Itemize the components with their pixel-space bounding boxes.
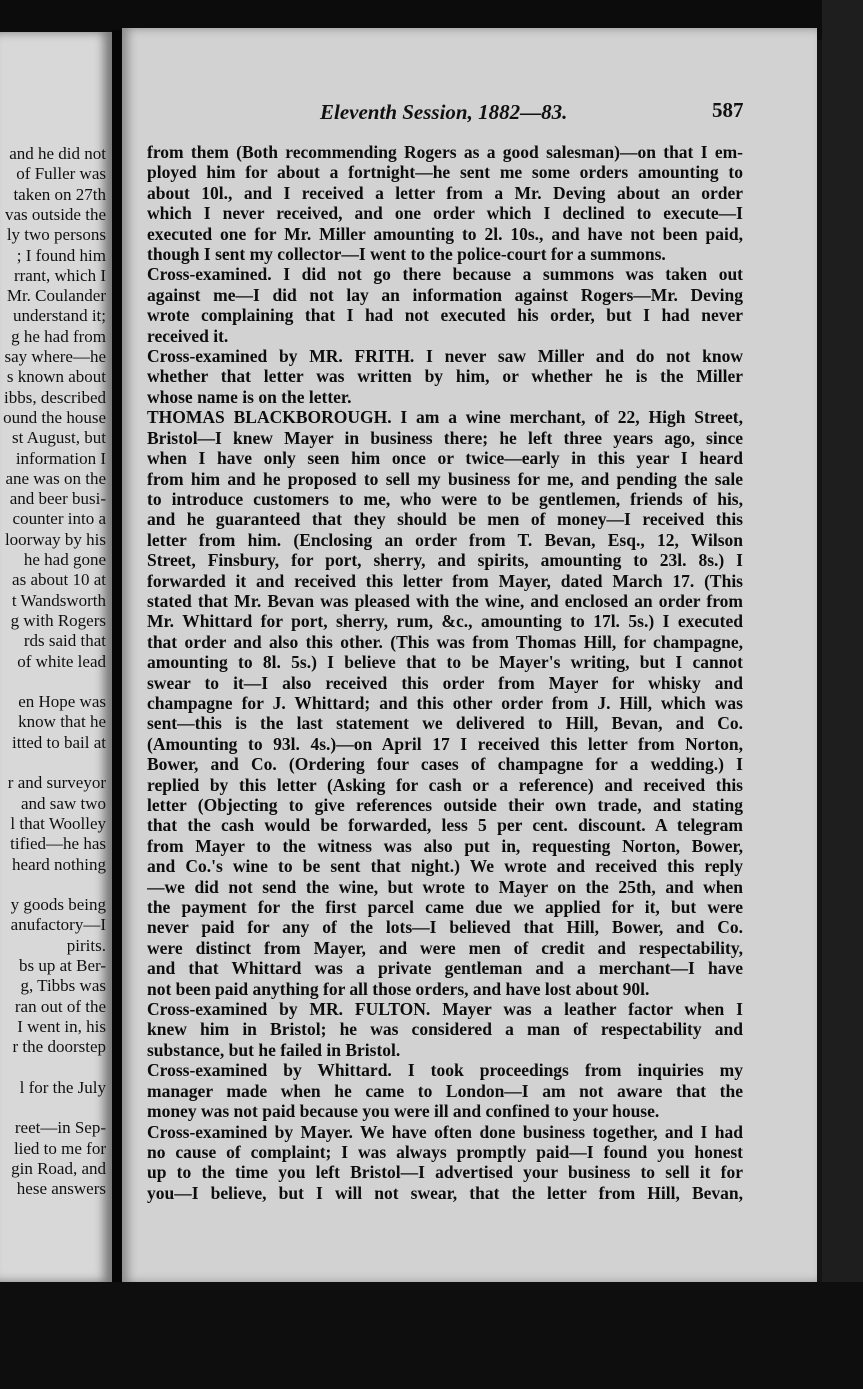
- body-line: knew him in Bristol; he was considered a man of respectability and: [147, 1019, 743, 1040]
- body-line: from them (Both recommending Rogers as a good salesman)—on that I em-: [147, 142, 743, 162]
- left-page-line: g with Rogers: [10, 610, 106, 630]
- left-page-line: I went in, his: [17, 1016, 106, 1036]
- body-line: which I never received, and one order which I declined to execute—I: [147, 203, 743, 224]
- body-line: never paid for any of the lots—I believed that Hill, Bower, and Co.: [147, 917, 743, 938]
- body-line: Cross-examined. I did not go there because a summons was taken out: [147, 264, 743, 285]
- body-line: when I have only seen him once or twice—early in this year I heard: [147, 448, 743, 469]
- body-line: no cause of complaint; I was always promptly paid—I found you honest: [147, 1141, 743, 1162]
- left-page-line: g, Tibbs was: [20, 976, 106, 996]
- left-page-line: taken on 27th: [13, 184, 106, 204]
- left-page-line: en Hope was: [18, 692, 106, 712]
- left-page-line: rds said that: [23, 631, 106, 651]
- body-line: executed one for Mr. Miller amounting to 2l. 10s., and have not been paid,: [147, 223, 743, 244]
- body-line: letter (Objecting to give references outside their own trade, and stating: [147, 795, 743, 815]
- body-line: and that Whittard was a private gentleman and a merchant—I have: [147, 958, 743, 979]
- body-line: though I sent my collector—I went to the police-court for a summons.: [147, 244, 666, 265]
- body-line: were distinct from Mayer, and were men of credit and respectability,: [147, 937, 743, 958]
- body-line: from him and he proposed to sell my business for me, and pending the sale: [147, 468, 743, 489]
- left-page-line: lied to me for: [13, 1138, 106, 1158]
- left-page-line: r and surveyor: [7, 773, 106, 793]
- page-number: 587: [712, 98, 744, 122]
- left-page-line: r the doorstep: [12, 1037, 106, 1057]
- left-page-line: ran out of the: [14, 996, 106, 1016]
- left-page-line: l that Woolley: [10, 813, 106, 833]
- body-line: and Co.'s wine to be sent that night.) We wrote and received this reply: [147, 856, 743, 877]
- body-line: Street, Finsbury, for port, sherry, and spirits, amounting to 23l. 8s.) I: [147, 550, 743, 571]
- body-line: that order and also this other. (This was from Thomas Hill, for champagne,: [147, 631, 743, 652]
- body-line: received it.: [147, 325, 229, 346]
- left-page-line: and beer busi-: [9, 489, 106, 509]
- body-line: letter from him. (Enclosing an order from T. Bevan, Esq., 12, Wilson: [147, 529, 743, 550]
- scan-bottom-border: [0, 1282, 863, 1389]
- left-page-line: rrant, which I: [13, 265, 106, 285]
- page-body-text: [147, 142, 743, 1203]
- body-line: THOMAS BLACKBOROUGH. I am a wine merchant, of 22, High Street,: [147, 407, 743, 428]
- left-page-line: know that he: [18, 712, 106, 732]
- left-page-line: of Fuller was: [16, 164, 106, 184]
- body-line: against me—I did not lay an information against Rogers—Mr. Deving: [147, 284, 743, 305]
- body-line: (Amounting to 93l. 4s.)—on April 17 I received this letter from Norton,: [147, 733, 743, 754]
- left-page-line: ound the house: [3, 407, 106, 427]
- left-page-fragment: [0, 32, 112, 1282]
- left-page-line: g he had from: [11, 326, 106, 346]
- left-page-line: counter into a: [12, 509, 106, 529]
- body-line: whether that letter was written by him, or whether he is the Miller: [147, 366, 743, 387]
- left-page-line: tified—he has: [10, 834, 106, 854]
- body-line: up to the time you left Bristol—I advertised your business to sell it for: [147, 1162, 743, 1183]
- body-line: from Mayer to the witness was also put in, requesting Norton, Bower,: [147, 835, 743, 856]
- left-page-line: information I: [15, 448, 106, 468]
- left-page-line: and saw two: [21, 793, 106, 813]
- left-page-line: loorway by his: [4, 529, 106, 549]
- body-line: Bristol—I knew Mayer in business there; he left three years ago, since: [147, 427, 743, 448]
- left-page-line: understand it;: [12, 306, 106, 326]
- body-line: Bower, and Co. (Ordering four cases of champagne for a wedding.) I: [147, 754, 743, 775]
- body-line: substance, but he failed in Bristol.: [147, 1039, 401, 1060]
- left-page-line: t Wandsworth: [11, 590, 106, 610]
- left-page-line: ly two persons: [6, 225, 106, 245]
- left-page-line: heard nothing: [12, 854, 106, 874]
- book-cover-edge: [822, 0, 863, 1389]
- left-page-line: say where—he: [4, 347, 106, 366]
- body-line: ployed him for about a fortnight—he sent me some orders amounting to: [147, 162, 743, 183]
- left-page-line: he had gone: [23, 550, 106, 569]
- body-line: Cross-examined by Mayer. We have often done business together, and I had: [147, 1121, 743, 1142]
- left-page-line: anufactory—I: [10, 915, 106, 935]
- left-page-line: vas outside the: [4, 204, 106, 224]
- body-line: money was not paid because you were ill and confined to your house.: [147, 1101, 660, 1122]
- body-line: amounting to 8l. 5s.) I believe that to be Mayer's writing, but I cannot: [147, 652, 743, 673]
- body-line: that the cash would be forwarded, less 5 per cent. discount. A telegram: [147, 815, 743, 836]
- left-page-line: itted to bail at: [12, 732, 106, 752]
- left-page-line: s known about: [6, 367, 106, 387]
- body-line: Cross-examined by MR. FULTON. Mayer was a leather factor when I: [147, 999, 743, 1020]
- body-line: champagne for J. Whittard; and this other order from J. Hill, which was: [147, 692, 743, 713]
- body-line: stated that Mr. Bevan was pleased with the wine, and enclosed an order from: [147, 590, 743, 611]
- left-page-line: Mr. Coulander: [6, 286, 106, 306]
- body-line: and he guaranteed that they should be men of money—I received this: [147, 509, 743, 530]
- left-page-line: y goods being: [10, 895, 106, 915]
- body-line: sent—this is the last statement we delivered to Hill, Bevan, and Co.: [147, 713, 743, 734]
- left-page-line: st August, but: [12, 428, 106, 448]
- body-line: manager made when he came to London—I am not aware that the: [147, 1080, 743, 1101]
- left-page-line: ane was on the: [5, 468, 106, 488]
- body-line: wrote complaining that I had not executed his order, but I had never: [147, 305, 743, 326]
- left-page-line: bs up at Ber-: [18, 956, 106, 975]
- body-line: not been paid anything for all those orders, and have lost about 90l.: [147, 978, 650, 999]
- body-line: Mr. Whittard for port, sherry, rum, &c., amounting to 17l. 5s.) I executed: [147, 611, 743, 632]
- body-line: the payment for the first parcel came due we applied for it, but were: [147, 897, 743, 918]
- body-line: you—I believe, but I will not swear, that the letter from Hill, Bevan,: [147, 1182, 743, 1203]
- body-line: whose name is on the letter.: [147, 386, 352, 407]
- left-page-line: of white lead: [17, 651, 106, 671]
- left-page-line: hese answers: [16, 1179, 106, 1199]
- body-line: replied by this letter (Asking for cash or a reference) and received this: [147, 774, 743, 795]
- body-line: about 10l., and I received a letter from a Mr. Deving about an order: [147, 182, 743, 203]
- body-line: Cross-examined by MR. FRITH. I never saw Miller and do not know: [147, 346, 743, 367]
- left-page-line: l for the July: [19, 1077, 106, 1097]
- running-title: Eleventh Session, 1882—83.: [320, 100, 568, 124]
- left-page-line: reet—in Sep-: [14, 1118, 106, 1138]
- left-page-line: ; I found him: [16, 245, 106, 265]
- left-page-line: as about 10 at: [12, 570, 106, 590]
- body-line: forwarded it and received this letter from Mayer, dated March 17. (This: [147, 570, 743, 591]
- body-line: Cross-examined by Whittard. I took proceedings from inquiries my: [147, 1060, 743, 1081]
- body-line: swear to it—I also received this order from Mayer for whisky and: [147, 672, 743, 693]
- left-page-line: pirits.: [66, 935, 106, 955]
- left-page-line: ibbs, described: [4, 387, 106, 407]
- left-page-line: gin Road, and: [11, 1159, 106, 1178]
- body-line: to introduce customers to me, who were to be gentlemen, friends of his,: [147, 488, 743, 509]
- body-line: —we did not send the wine, but wrote to Mayer on the 25th, and when: [147, 876, 743, 897]
- left-page-line: and he did not: [9, 144, 106, 163]
